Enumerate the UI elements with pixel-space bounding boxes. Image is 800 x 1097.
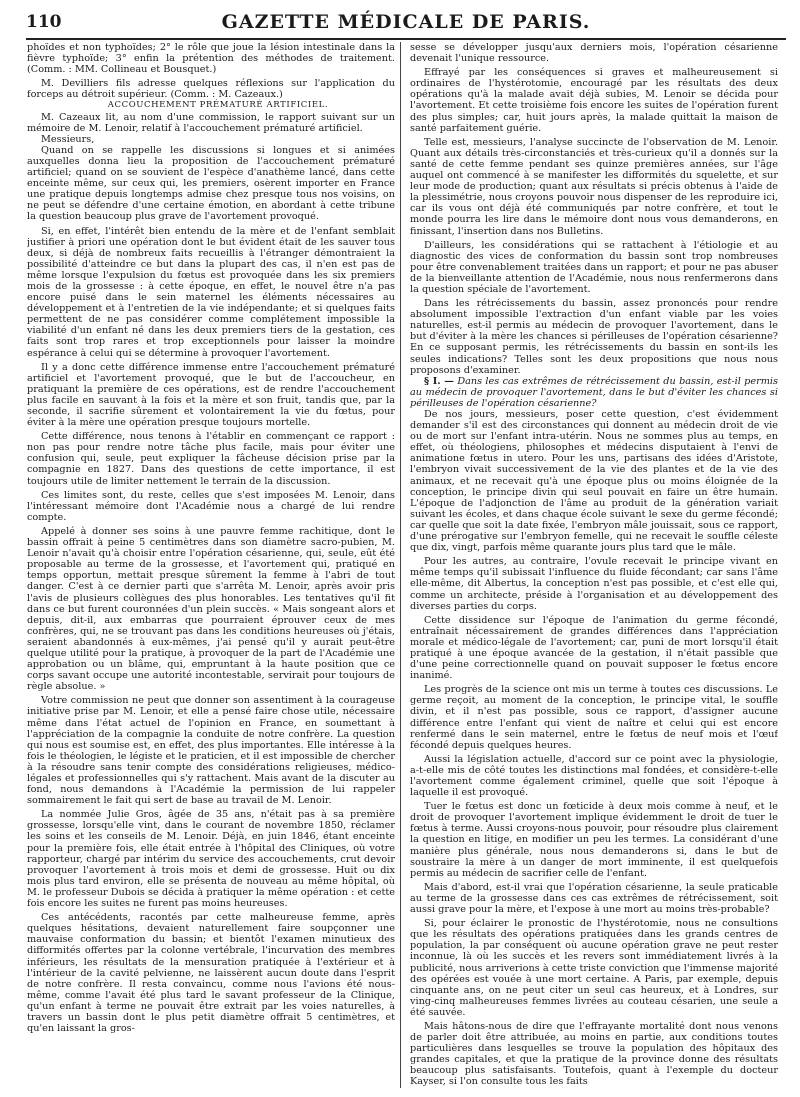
paragraph: Votre commission ne peut que donner son assentiment à la courageuse initiative prise par M. Lenoir, et elle a pensé faire chose utile, nécessaire même dans l'état actuel de l'opinion en France, en soumettant à l'appréciation de la compagnie la conduite de notre confrère. La question qui nous est soumise est, en effet, des plus importantes. Elle intéresse à la fois le théologien, le légiste et le praticien, et il est impossible de chercher à la résoudre sans tenir compte des considérations religieuses, médico-légales et professionnelles qui s'y rattachent. Mais avant de la discuter au fond, nous demandons à l'Académie la permission de lui rappeler sommairement le fait qui sert de base au travail de M. Lenoir.: [27, 695, 395, 807]
right-column: [410, 42, 778, 1087]
paragraph: Tuer le fœtus est donc un fœticide à deux mois comme à neuf, et le droit de provoquer l'avortement implique évidemment le droit de tuer le fœtus à terme. Aussi croyons-nous pouvoir, pour résoudre plus clairement la question en litige, en modifier un peu les termes. La considérant d'une manière plus générale, nous nous demanderons si, dans le but de soustraire la mère à un danger de mort imminente, il est quelquefois permis au médecin de sacrifier celle de l'enfant.: [410, 801, 778, 879]
paragraph: Dans les rétrécissements du bassin, assez prononcés pour rendre absolument impossible l'extraction d'un enfant viable par les voies naturelles, est-il permis au médecin de provoquer l'avortement, dans le but d'éviter à la mère les chances si périlleuses de l'opération césarienne? En ce supposant permis, les rétrécissements du bassin en sont-ils les seules indications? Telles sont les deux propositions que nous nous proposons d'examiner.: [410, 298, 778, 376]
salutation: Messieurs,: [41, 133, 95, 145]
paragraph: La nommée Julie Gros, âgée de 35 ans, n'était pas à sa première grossesse, lorsqu'elle vint, dans le courant de novembre 1850, réclamer les soins et les conseils de M. Lenoir. Déjà, en juin 1846, étant enceinte pour la première fois, elle était entrée à l'hôpital des Cliniques, où votre rapporteur, chargé par intérim du service des accouchements, crut devoir provoquer l'avortement à trois mois et demi de grossesse. Huit ou dix mois plus tard environ, elle se présenta de nouveau au même hôpital, où M. le professeur Dubois se décida à pratiquer la même opération : et cette fois encore les suites ne furent pas moins heureuses.: [27, 809, 395, 910]
paragraph: Cette différence, nous tenons à l'établir en commençant ce rapport : non pas pour rendre notre tâche plus facile, mais pour éviter une confusion qui, seule, peut expliquer la fâcheuse décision prise par la compagnie en 1827. Dans des questions de cette importance, il est toujours utile de limiter nettement le terrain de la discussion.: [27, 431, 395, 487]
paragraph: Pour les autres, au contraire, l'ovule recevait le principe vivant en même temps qu'il subissait l'influence du fluide fécondant; car sans l'âme elle-même, dit Albertus, la conception n'est pas possible, et c'est elle qui, comme un architecte, préside à l'organisation et au développement des diverses parties du corps.: [410, 556, 778, 612]
paragraph: D'ailleurs, les considérations qui se rattachent à l'étiologie et au diagnostic des vices de conformation du bassin sont trop nombreuses pour être convenablement traitées dans un rapport; et pour ne pas abuser de la bienveillante attention de l'Académie, nous nous renfermerons dans la question spéciale de l'avortement.: [410, 239, 778, 295]
paragraph: De nos jours, messieurs, poser cette question, c'est évidemment demander s'il est des circonstances qui donnent au médecin droit de vie ou de mort sur l'enfant intra-utérin. Nous ne sommes plus au temps, en effet, où théologiens, philosophes et médecins disputaient à l'envi de animatione fœtus in utero. Pour les uns, partisans des idées d'Aristote, l'embryon vivait successivement de la vie des plantes et de la vie des animaux, et ne recevait qu'à une époque plus ou moins éloignée de la conception, le principe divin qui seul pouvait en faire un être humain. L'époque de l'adjonction de l'âme au produit de la génération variait suivant les écoles, et dans chaque école suivant le sexe du germe fécondé; car quelle que soit la date fixée, l'embryon mâle jouissait, sous ce rapport, d'une prérogative sur l'embryon femelle, qui ne recevait le souffle céleste que dix, vingt, parfois même quarante jours plus tard que le mâle.: [410, 409, 778, 554]
paragraph: Quand on se rappelle les discussions si longues et si animées auxquelles donna lieu la proposition de l'accouchement prématuré artificiel; quand on se souvient de l'espèce d'anathème lancé, dans cette enceinte même, sur ceux qui, les premiers, osèrent importer en France une pratique depuis longtemps admise chez presque tous nos voisins, on ne peut se défendre d'une certaine émotion, en abordant à cette tribune la question beaucoup plus grave de l'avortement provoqué.: [27, 144, 395, 223]
page-number: 110: [26, 12, 62, 32]
section-label: § I. —: [424, 375, 454, 387]
paragraph: Telle est, messieurs, l'analyse succincte de l'observation de M. Lenoir. Quant aux détails très-circonstanciés et très-curieux qu'il a donnés sur la santé de cette femme pendant ses quinze premières années, sur l'âge auquel ont commencé à se manifester les difformités du squelette, et sur leur mode de production; quant aux résultats si précis obtenus à l'aide de la plessimétrie, nous croyons pouvoir nous dispenser de les reproduire ici, car ils vous ont déjà été communiqués par notre confrère, et tout le monde pourra les lire dans le mémoire dont nous vous demanderons, en finissant, l'insertion dans nos Bulletins.: [410, 136, 778, 237]
paragraph: Si, en effet, l'intérêt bien entendu de la mère et de l'enfant semblait justifier à priori une opération dont le but évident était de les sauver tous deux, si déjà de nombreux faits recueillis à l'étranger démontraient la possibilité d'atteindre ce but dans la plupart des cas, il n'en est pas de même lorsque l'expulsion du fœtus est provoquée dans les six premiers mois de la grossesse : à cette époque, en effet, le nouvel être n'a pas encore puisé dans le sein maternel les éléments nécessaires au développement et à l'entretien de la vie indépendante; et si quelques faits permettent de ne pas considérer comme complétement impossible la viabilité d'un enfant né dans les deux premiers tiers de la gestation, ces faits sont trop rares et trop exceptionnels pour laisser la moindre espérance à celui qui se détermine à provoquer l'avortement.: [27, 225, 395, 359]
paragraph: phoïdes et non typhoïdes; 2° le rôle que joue la lésion intestinale dans la fièvre typhoïde; 3° enfin la prétention des méthodes de traitement. (Comm. : MM. Collineau et Bousquet.): [27, 42, 395, 76]
paragraph: Ces limites sont, du reste, celles que s'est imposées M. Lenoir, dans l'intéressant mémoire dont l'Académie nous a chargé de lui rendre compte.: [27, 489, 395, 523]
paragraph: Mais d'abord, est-il vrai que l'opération césarienne, la seule praticable au terme de la grossesse dans ces cas extrêmes de rétrécissement, soit aussi grave pour la mère, et l'expose à une mort au moins très-probable?: [410, 881, 778, 916]
section-heading: ACCOUCHEMENT PRÉMATURÉ ARTIFICIEL.: [107, 100, 329, 111]
paragraph: Cette dissidence sur l'époque de l'animation du germe fécondé, entraînait nécessairement de grandes différences dans l'appréciation morale et médico-légale de l'avortement; car, puni de mort lorsqu'il était pratiqué à une époque avancée de la gestation, il n'était passible que d'une peine correctionnelle quand on pouvait supposer le fœtus encore inanimé.: [410, 614, 778, 682]
paragraph: Les progrès de la science ont mis un terme à toutes ces discussions. Le germe reçoit, au moment de la conception, le principe vital, le souffle divin, et il n'est pas possible, sous ce rapport, d'assigner aucune différence entre l'enfant qui vient de naître et celui qui est encore renfermé dans le sein maternel, entre le fœtus de neuf mois et l'œuf fécondé depuis quelques heures.: [410, 684, 778, 751]
journal-title: GAZETTE MÉDICALE DE PARIS.: [221, 11, 591, 33]
paragraph: M. Cazeaux lit, au nom d'une commission, le rapport suivant sur un mémoire de M. Lenoir, relatif à l'accouchement prématuré artificiel.: [27, 111, 395, 134]
paragraph: Effrayé par les conséquences si graves et malheureusement si ordinaires de l'hystérotomie, encouragé par les résultats des deux opérations qu'à la malade avait déjà subies, M. Lenoir se décida pour l'avortement. Et cette troisième fois encore les suites de l'opération furent des plus simples; car, huit jours après, la malade quittait la maison de santé parfaitement guérie.: [410, 67, 778, 134]
paragraph: M. Devilliers fils adresse quelques réflexions sur l'application du forceps au détroit supérieur. (Comm. : M. Cazeaux.): [27, 78, 395, 101]
paragraph: sesse se développer jusqu'aux derniers mois, l'opération césarienne devenait l'unique ressource.: [410, 42, 778, 65]
left-column: [27, 42, 395, 1087]
section-title: [410, 376, 778, 409]
paragraph: Appelé à donner ses soins à une pauvre femme rachitique, dont le bassin offrait à peine 5 centimètres dans son diamètre sacro-pubien, M. Lenoir n'avait qu'à choisir entre l'opération césarienne, qui, seule, eût été proposable au terme de la grossesse, et l'avortement qui, pratiqué en temps opportun, mettait presque sûrement la femme à l'abri de tout danger. C'est à ce dernier parti que s'arrêta M. Lenoir, après avoir pris l'avis de plusieurs collègues des plus honorables. Les tentatives qu'il fit dans ce but furent couronnées d'un plein succès. « Mais songeant alors et depuis, dit-il, aux embarras que pourraient éprouver ceux de mes confrères, qui, ne se trouvant pas dans les conditions heureuses où j'étais, seraient abandonnés à eux-mêmes, j'ai pensé qu'il y aurait peut-être quelque utilité pour la pratique, à provoquer de la part de l'Académie une approbation ou un blâme, qui, empruntant à la haute position que ce corps savant occupe une autorité incontestable, servirait pour toujours de règle absolue. »: [27, 525, 395, 693]
paragraph: Mais hâtons-nous de dire que l'effrayante mortalité dont nous venons de parler doit être attribuée, au moins en partie, aux conditions toutes particulières dans lesquelles se trouve la population des hôpitaux des grandes capitales, et que la pratique de la province donne des résultats beaucoup plus satisfaisants. Toutefois, quant à l'exemple du docteur Kayser, si l'on consulte tous les faits: [410, 1020, 778, 1087]
paragraph: Si, pour éclairer le pronostic de l'hystérotomie, nous ne consultions que les résultats des opérations pratiquées dans les grands centres de population, la par conséquent où aucune opération grave ne peut rester inconnue, là où les succès et les revers sont immédiatement livrés à la publicité, nous arriverions à cette triste conviction que l'immense majorité des opérées est vouée à une mort certaine. A Paris, par exemple, depuis cinquante ans, on ne peut citer un seul cas heureux, et à Londres, sur ving-cinq malheureuses femmes livrées au couteau césarien, une seule a été sauvée.: [410, 918, 778, 1018]
section-title-text: Dans les cas extrêmes de rétrécissement du bassin, est-il permis au médecin de provoquer l'avortement, dans le but d'éviter les chances si périlleuses de l'opération césarienne?: [410, 375, 778, 409]
paragraph: Ces antécédents, racontés par cette malheureuse femme, après quelques hésitations, devaient naturellement faire soupçonner une mauvaise conformation du bassin; et bientôt l'examen minutieux des difformités offertes par la colonne vertébrale, l'incurvation des membres inférieurs, les résultats de la mensuration pratiquée à l'extérieur et à l'intérieur de la cavité pelvienne, ne laissèrent aucun doute dans l'esprit de notre confrère. Il resta convaincu, comme nous l'avions été nous-même, comme l'avait été plus tard le savant professeur de la Clinique, qu'un enfant à terme ne pouvait être extrait par les voies naturelles, à travers un bassin dont le plus petit diamètre offrait 5 centimètres, et qu'en laissant la gros-: [27, 912, 395, 1035]
page-header: [26, 8, 786, 40]
paragraph: Aussi la législation actuelle, d'accord sur ce point avec la physiologie, a-t-elle mis de côté toutes les distinctions mal fondées, et considère-t-elle l'avortement comme également criminel, quelle que soit l'époque à laquelle il est provoqué.: [410, 753, 778, 799]
paragraph: Il y a donc cette différence immense entre l'accouchement prématuré artificiel et l'avortement provoqué, que le but de l'accoucheur, en pratiquant la première de ces opérations, est de rendre l'accouchement plus facile en sauvant à la fois et la mère et son fruit, tandis que, par la seconde, il sacrifie sûrement et volontairement la vie du fœtus, pour éviter à la mère une opération presque toujours mortelle.: [27, 361, 395, 429]
column-divider: [400, 42, 401, 1088]
